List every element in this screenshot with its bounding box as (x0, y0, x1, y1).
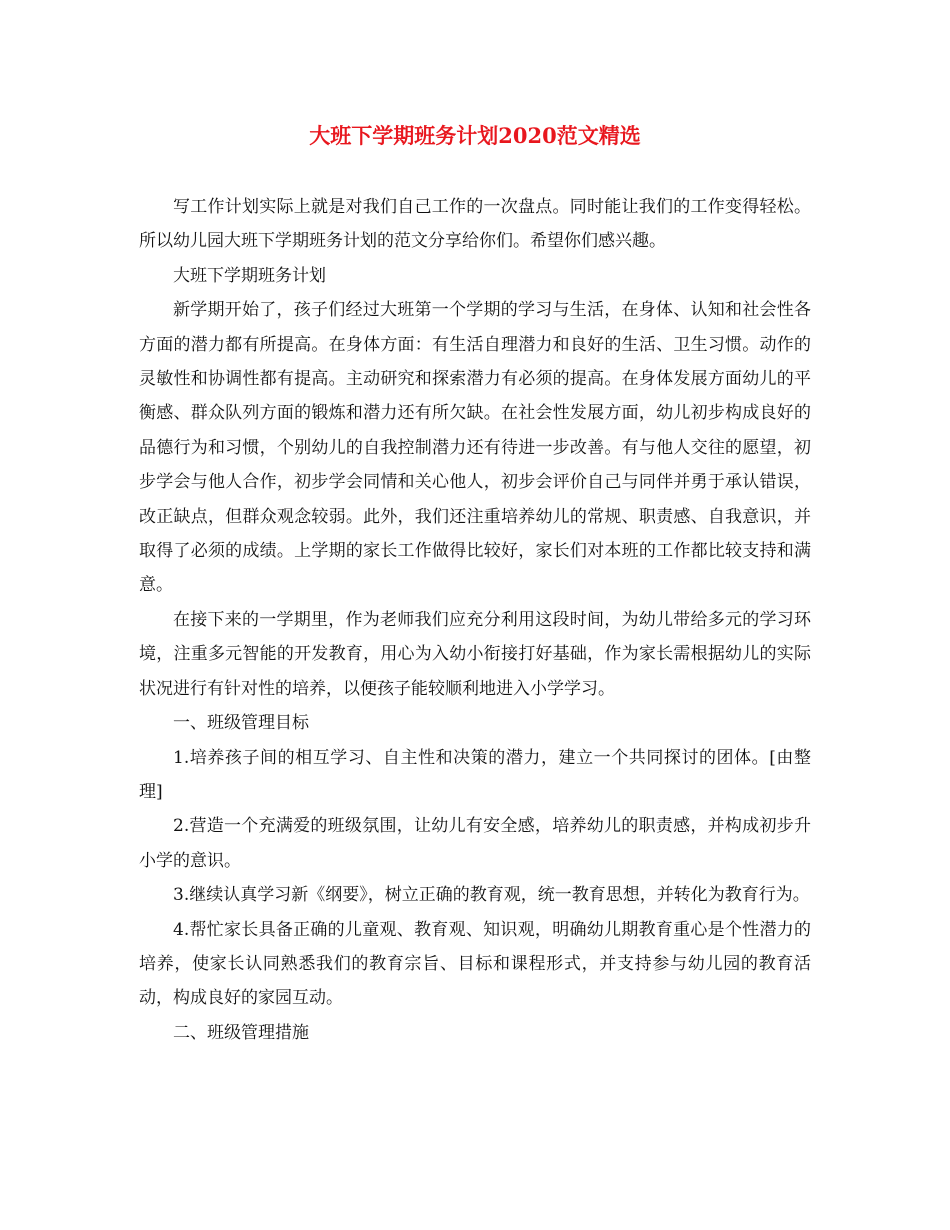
goal-item-3: 3.继续认真学习新《纲要》，树立正确的教育观，统一教育思想，并转化为教育行为。 (173, 885, 810, 906)
goal-item-2: 2.营造一个充满爱的班级氛围，让幼儿有安全感，培养幼儿的职责感，并构成初步升小学的意识。 (139, 816, 811, 871)
paragraph-subtitle: 大班下学期班务计划 (173, 265, 326, 286)
goal-item-4: 4.帮忙家长具备正确的儿童观、教育观、知识观，明确幼儿期教育重心是个性潜力的培养，使家长认同熟悉我们的教育宗旨、目标和课程形式，并支持参与幼儿园的教育活动，构成良好的家园互动。 (139, 919, 811, 1009)
section-heading-goals: 一、班级管理目标 (173, 713, 309, 734)
document-body (139, 190, 811, 1050)
paragraph-intro: 写工作计划实际上就是对我们自己工作的一次盘点。同时能让我们的工作变得轻松。所以幼儿园大班下学期班务计划的范文分享给你们。希望你们感兴趣。 (139, 197, 811, 252)
paragraph-situation: 新学期开始了，孩子们经过大班第一个学期的学习与生活，在身体、认知和社会性各方面的潜力都有所提高。在身体方面：有生活自理潜力和良好的生活、卫生习惯。动作的灵敏性和协调性都有提高。主动研究和探索潜力有必须的提高。在身体发展方面幼儿的平衡感、群众队列方面的锻炼和潜力还有所欠缺。在社会性发展方面，幼儿初步构成良好的品德行为和习惯，个别幼儿的自我控制潜力还有待进一步改善。有与他人交往的愿望，初步学会与他人合作，初步学会同情和关心他人，初步会评价自己与同伴并勇于承认错误，改正缺点，但群众观念较弱。此外，我们还注重培养幼儿的常规、职责感、自我意识，并取得了必须的成绩。上学期的家长工作做得比较好，家长们对本班的工作都比较支持和满意。 (139, 300, 811, 596)
goal-item-1: 1.培养孩子间的相互学习、自主性和决策的潜力，建立一个共同探讨的团体。[由整理] (139, 747, 811, 802)
paragraph-plan: 在接下来的一学期里，作为老师我们应充分利用这段时间，为幼儿带给多元的学习环境，注重多元智能的开发教育，用心为入幼小衔接打好基础，作为家长需根据幼儿的实际状况进行有针对性的培养，以便孩子能较顺利地进入小学学习。 (139, 609, 811, 699)
section-heading-measures: 二、班级管理措施 (173, 1022, 309, 1043)
document-title: 大班下学期班务计划2020范文精选 (309, 123, 641, 148)
